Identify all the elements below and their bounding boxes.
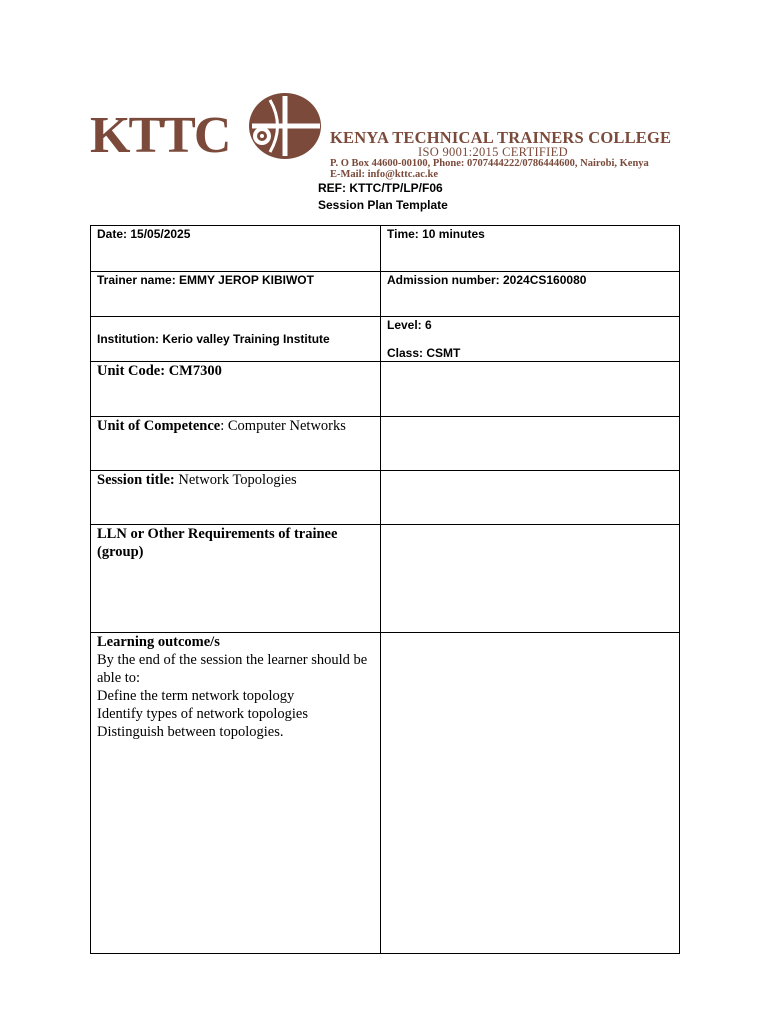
unit-code-cell xyxy=(91,362,381,417)
table-row xyxy=(91,417,680,471)
reference-block xyxy=(318,180,448,214)
level-class-cell xyxy=(381,317,680,362)
lln-requirements-value-cell xyxy=(381,525,680,633)
lln-requirements-label: LLN or Other Requirements of trainee (group) xyxy=(97,526,338,560)
table-row xyxy=(91,362,680,417)
iso-certification: ISO 9001:2015 CERTIFIED xyxy=(418,145,568,159)
unit-code-text: Unit Code: CM7300 xyxy=(97,363,222,379)
college-logo-text: KTTC xyxy=(90,107,230,164)
trainer-name-cell: Trainer name: EMMY JEROP KIBIWOT xyxy=(91,272,381,317)
college-email: E-Mail: info@kttc.ac.ke xyxy=(330,169,439,180)
table-row xyxy=(91,525,680,633)
unit-code-value-cell xyxy=(381,362,680,417)
learning-outcomes-label: Learning outcome/s xyxy=(97,634,220,650)
session-plan-table xyxy=(90,225,680,954)
admission-number-cell: Admission number: 2024CS160080 xyxy=(381,272,680,317)
session-title-value-cell xyxy=(381,471,680,525)
outcome-line: Distinguish between topologies. xyxy=(97,724,284,740)
competence-label: Unit of Competence xyxy=(97,418,221,434)
table-row xyxy=(91,272,680,317)
letterhead xyxy=(88,92,680,182)
outcome-line: Identify types of network topologies xyxy=(97,706,309,722)
outcome-line: Define the term network topology xyxy=(97,688,295,704)
session-title-label: Session title: xyxy=(97,472,175,488)
template-title: Session Plan Template xyxy=(318,198,448,212)
lln-requirements-cell xyxy=(91,525,381,633)
session-title-value: Network Topologies xyxy=(174,472,297,488)
unit-of-competence-cell xyxy=(91,417,381,471)
table-row xyxy=(91,471,680,525)
table-row xyxy=(91,317,680,362)
time-cell: Time: 10 minutes xyxy=(381,226,680,272)
level-text: Level: 6 xyxy=(387,318,432,332)
outcome-line: By the end of the session the learner should be able to: xyxy=(97,652,368,686)
class-text: Class: CSMT xyxy=(387,346,461,360)
table-row xyxy=(91,633,680,954)
date-cell: Date: 15/05/2025 xyxy=(91,226,381,272)
college-name: KENYA TECHNICAL TRAINERS COLLEGE xyxy=(330,128,672,147)
learning-outcomes-value-cell xyxy=(381,633,680,954)
competence-value: : Computer Networks xyxy=(220,418,346,434)
learning-outcomes-cell xyxy=(91,633,381,954)
session-title-cell xyxy=(91,471,381,525)
competence-value-cell xyxy=(381,417,680,471)
college-seal-icon xyxy=(240,92,322,160)
table-row xyxy=(91,226,680,272)
reference-code: REF: KTTC/TP/LP/F06 xyxy=(318,181,443,195)
college-address: P. O Box 44600-00100, Phone: 0707444222/0786444600, Nairobi, Kenya xyxy=(330,158,649,169)
institution-cell: Institution: Kerio valley Training Institute xyxy=(91,317,381,362)
